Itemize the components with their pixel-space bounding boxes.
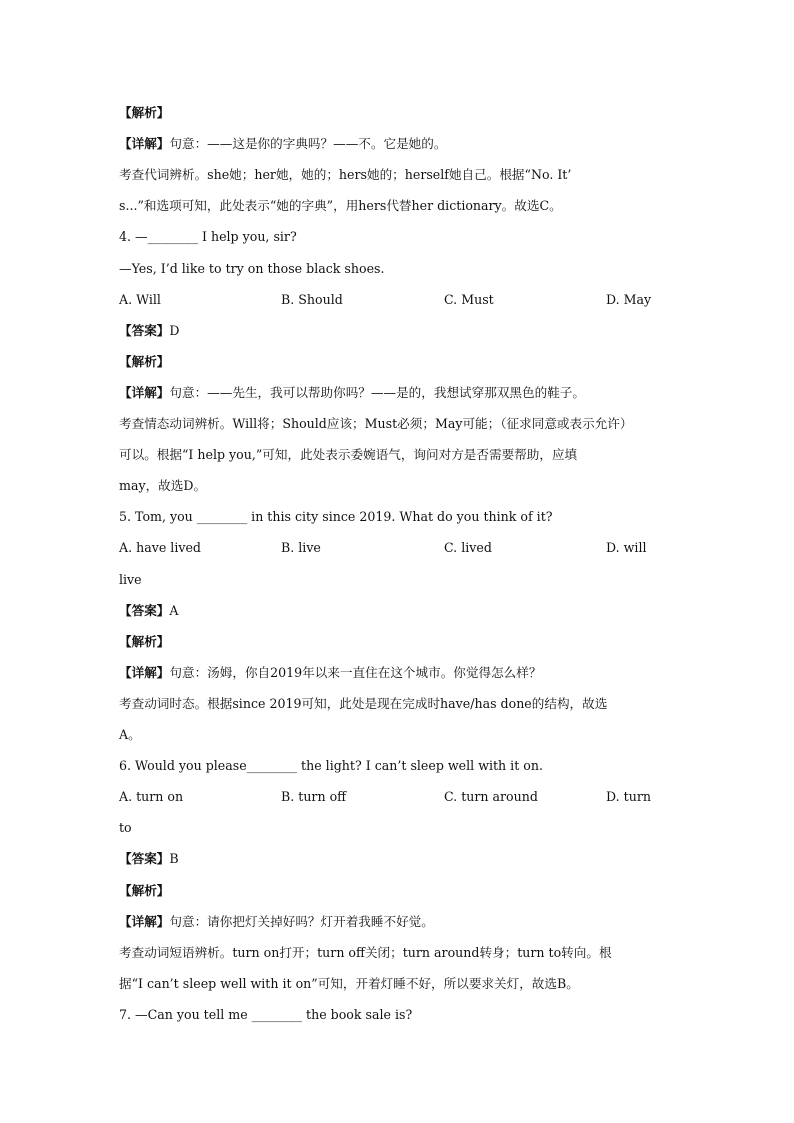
detail-text: 句意：请你把灯关掉好吗？灯开着我睡不好觉。 [169,914,434,929]
option-a: A. turn on [119,789,184,804]
text-line: A。 [119,727,141,742]
option-a: A. Will [119,292,161,307]
analysis-label: 【解析】 [119,105,170,120]
answer-tag: 【答案】 [119,323,170,338]
text-line: 考查情态动词辨析。Will将；Should应该；Must必须；May可能；（征求同意或表示允许） [119,416,633,431]
detail-line [119,385,585,401]
detail-tag: 【详解】 [119,136,170,151]
answer-text: B [169,851,179,866]
text-line: s...”和选项可知，此处表示“她的字典”，用hers代替her dictionary。故选C。 [119,198,562,213]
text-line: 考查代词辨析。she她；her她，她的；hers她的；herself她自己。根据“No. It’ [119,167,572,182]
text-line: live [119,572,142,587]
answer-text: A [169,603,179,618]
text-line: 考查动词短语辨析。turn on打开；turn off关闭；turn around转身；turn to转向。根 [119,945,612,960]
analysis-label: 【解析】 [119,354,170,369]
detail-text: 句意：汤姆，你自2019年以来一直住在这个城市。你觉得怎么样？ [169,665,542,680]
detail-line [119,914,434,930]
text-line: may，故选D。 [119,478,207,493]
text-line: —Yes, I’d like to try on those black shoes. [119,261,385,276]
option-d: D. May [606,292,652,307]
option-d: D. will [606,540,647,555]
answer-tag: 【答案】 [119,603,170,618]
detail-text: 句意：——先生，我可以帮助你吗？——是的，我想试穿那双黑色的鞋子。 [169,385,585,400]
text-line: 6. Would you please________ the light? I can’t sleep well with it on. [119,758,543,773]
text-line: to [119,820,132,835]
answer-line [119,851,179,867]
option-c: C. lived [444,540,492,555]
detail-tag: 【详解】 [119,914,170,929]
option-d: D. turn [606,789,651,804]
option-c: C. turn around [444,789,538,804]
option-c: C. Must [444,292,494,307]
answer-text: D [169,323,180,338]
analysis-label: 【解析】 [119,634,170,649]
text-line: 5. Tom, you ________ in this city since 2019. What do you think of it? [119,509,553,524]
detail-tag: 【详解】 [119,665,170,680]
option-b: B. live [281,540,321,555]
option-a: A. have lived [119,540,201,555]
analysis-label: 【解析】 [119,883,170,898]
detail-text: 句意：——这是你的字典吗？——不。它是她的。 [169,136,447,151]
text-line: 据“I can’t sleep well with it on”可知，开着灯睡不好，所以要求关灯，故选B。 [119,976,579,991]
detail-line [119,136,446,152]
text-line: 7. —Can you tell me ________ the book sale is? [119,1007,413,1022]
text-line: 4. —________ I help you, sir? [119,229,297,244]
option-b: B. turn off [281,789,347,804]
detail-tag: 【详解】 [119,385,170,400]
text-line: 可以。根据“I help you,”可知，此处表示委婉语气，询问对方是否需要帮助，应填 [119,447,578,462]
text-line: 考查动词时态。根据since 2019可知，此处是现在完成时have/has done的结构，故选 [119,696,608,711]
option-b: B. Should [281,292,343,307]
detail-line [119,665,541,681]
answer-line [119,323,179,339]
answer-tag: 【答案】 [119,851,170,866]
answer-line [119,603,178,619]
